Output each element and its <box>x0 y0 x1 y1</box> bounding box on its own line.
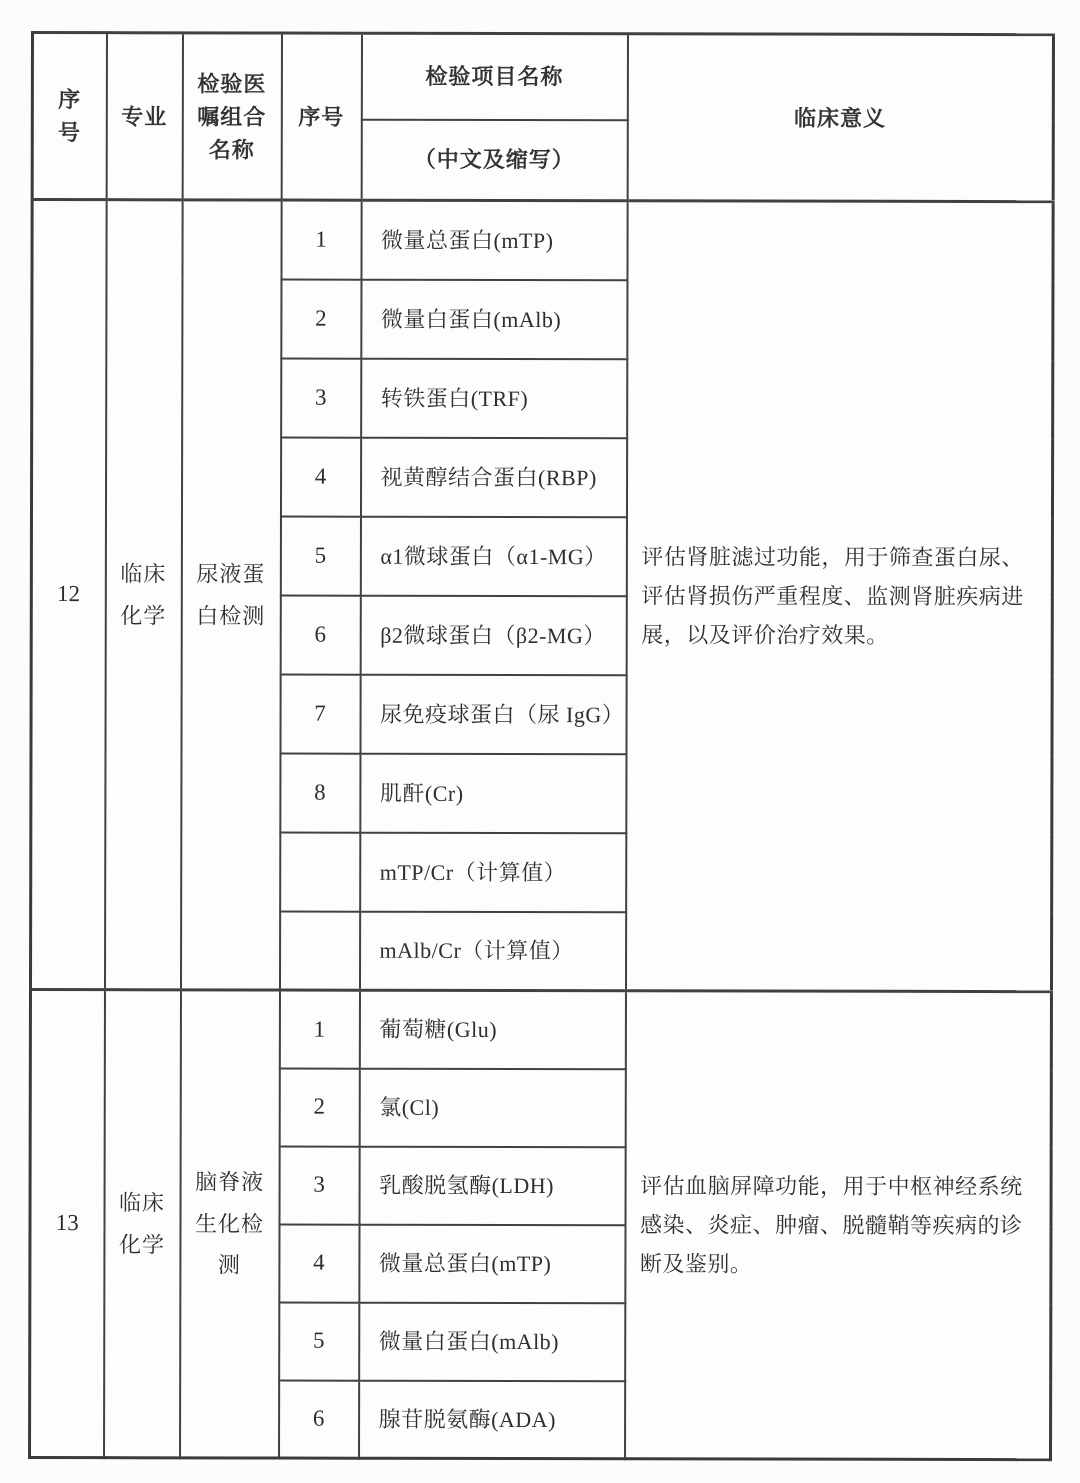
item-name-cell: 转铁蛋白(TRF) <box>361 358 627 438</box>
specialty-cell: 临床化学 <box>104 200 182 990</box>
item-no-cell: 5 <box>280 516 360 595</box>
item-no-cell: 6 <box>279 1380 359 1458</box>
item-no-cell: 8 <box>280 753 360 832</box>
scanned-sheet <box>28 31 1055 1461</box>
order-group-cell: 脑脊液生化检测 <box>180 990 280 1458</box>
item-name-cell: 葡萄糖(Glu) <box>359 990 625 1069</box>
item-no-cell: 3 <box>279 1146 359 1224</box>
order-group-cell: 尿液蛋白检测 <box>180 200 281 990</box>
test-catalog-table <box>28 31 1055 1461</box>
item-no-cell: 2 <box>279 1068 359 1146</box>
specialty-cell: 临床化学 <box>104 990 181 1458</box>
item-name-cell: mAlb/Cr（计算值） <box>359 911 625 991</box>
item-no-cell: 2 <box>281 279 361 358</box>
item-name-cell: 微量白蛋白(mAlb) <box>361 279 627 359</box>
item-no-cell: 1 <box>279 990 359 1068</box>
item-name-cell: 微量白蛋白(mAlb) <box>359 1302 625 1381</box>
header-item-seq: 序号 <box>281 33 361 200</box>
item-no-cell: 4 <box>279 1224 359 1302</box>
item-name-cell: α1微球蛋白（α1-MG） <box>360 516 626 596</box>
item-name-cell: 腺苷脱氨酶(ADA) <box>359 1380 625 1459</box>
item-name-cell: 微量总蛋白(mTP) <box>361 200 627 280</box>
item-no-cell: 5 <box>279 1302 359 1380</box>
header-item-name: 检验项目名称 <box>361 33 627 120</box>
item-name-cell: 肌酐(Cr) <box>360 753 626 833</box>
table-header <box>32 33 1053 202</box>
item-name-cell: β2微球蛋白（β2-MG） <box>360 595 626 675</box>
item-name-cell: 视黄醇结合蛋白(RBP) <box>360 437 626 517</box>
table-row <box>30 990 1051 1070</box>
item-name-cell: mTP/Cr（计算值） <box>360 832 626 912</box>
item-no-cell <box>279 911 359 990</box>
header-specialty: 专业 <box>106 33 182 200</box>
item-no-cell: 4 <box>280 437 360 516</box>
item-name-cell: 微量总蛋白(mTP) <box>359 1224 625 1303</box>
item-no-cell: 3 <box>281 358 361 437</box>
clinical-cell: 评估血脑屏障功能，用于中枢神经系统感染、炎症、肿瘤、脱髓鞘等疾病的诊断及鉴别。 <box>625 991 1052 1460</box>
clinical-cell: 评估肾脏滤过功能，用于筛查蛋白尿、评估肾损伤严重程度、监测肾脏疾病进展，以及评价治疗效果。 <box>625 201 1053 992</box>
item-name-cell: 尿免疫球蛋白（尿 IgG） <box>360 674 626 754</box>
item-no-cell: 1 <box>281 200 361 279</box>
item-name-cell: 乳酸脱氢酶(LDH) <box>359 1146 625 1225</box>
header-seq: 序号 <box>32 33 106 200</box>
table-body <box>30 200 1054 1460</box>
group-seq-cell: 12 <box>30 200 106 990</box>
header-order-group: 检验医嘱组合名称 <box>182 33 281 200</box>
header-clinical: 临床意义 <box>627 34 1053 202</box>
table-row <box>32 200 1053 281</box>
header-item-name-sub: （中文及缩写） <box>361 119 627 201</box>
group-seq-cell: 13 <box>30 990 105 1458</box>
item-no-cell: 6 <box>280 595 360 674</box>
item-no-cell <box>280 832 360 911</box>
item-no-cell: 7 <box>280 674 360 753</box>
item-name-cell: 氯(Cl) <box>359 1068 625 1147</box>
